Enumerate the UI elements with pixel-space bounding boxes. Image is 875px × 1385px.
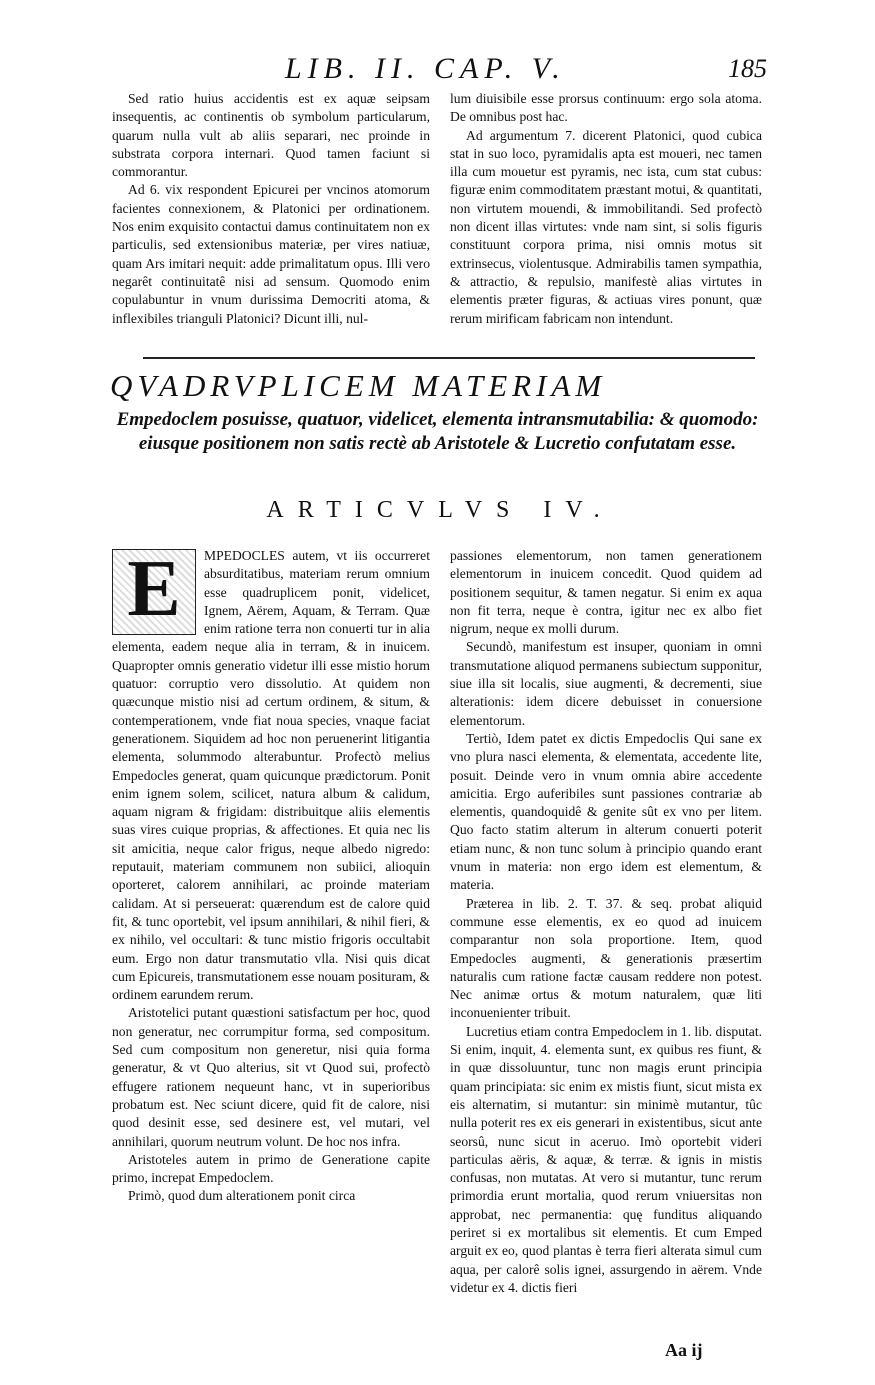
decorative-initial	[112, 545, 196, 635]
top-left-column	[112, 90, 430, 328]
article-heading: ARTICVLVS IV.	[266, 497, 614, 523]
paragraph: passiones elementorum, non tamen generationem elementorum in inuicem concedit. Quod quidem ad positionem sequitur, & tamen negatur. Si enim ex aqua non fit terra, neque è contra, igitur nec ex albo fiet nigrum, neque ex molli durum.	[450, 548, 762, 637]
bottom-left-column	[112, 547, 430, 1206]
paragraph: Lucretius etiam contra Empedoclem in 1. lib. disputat. Si enim, inquit, 4. elementa sunt, ex quibus res fiunt, & in quæ dissoluuntur, tunc non magis erunt principia quam principiata: sic enim ex mistis fiunt, sicut mista ex eis alternatim, si mutantur: sin minimè mutantur, tûc nulla poterit res ex eis generari in existentibus, sicut ante seorsû, nunc sicut in aceruo. Imò oportebit videri particulas aëris, & aquæ, & terræ. & ignis in mistis confusas, non mutatas. At vero si mutantur, tunc rerum primordia erunt mortalia, quod rerum vniuersitas non approbat, nec permanentia: quę funditus aliquando periret si ex mortalibus sit elementis. Et cum Emped arguit ex eo, quod plantas è terra fieri alterata simul cum aqua, per calorê solis ignei, assurgendo in aërem. Vnde videtur ex 4. dictis fieri	[450, 1023, 762, 1295]
paragraph: Secundò, manifestum est insuper, quoniam in omni transmutatione aliquod permanens subiectum supponitur, siue illa sit localis, siue augmenti, & decrementi, siue alterationis: idem dicere debuisset in conuersione elementorum.	[450, 639, 762, 728]
dropcap-letter: E	[127, 545, 181, 633]
section-divider	[143, 357, 755, 359]
paragraph: Ad 6. vix respondent Epicurei per vncinos atomorum facientes connexionem, & Platonici per ordinationem. Nos enim exquisito contactui damus continuitatem non ex particulis, sed extensionibus materiæ, per vires natiuæ, quam Ars imitari nequit: adde primalitatum opus. Illi vero negarêt continuitatê nisi ad sensum. Quomodo enim copulabuntur in vnum durissima Democriti atoma, & inflexibiles trianguli Platonici? Dicunt illi, nul-	[112, 182, 430, 326]
signature-mark: Aa ij	[665, 1340, 703, 1360]
paragraph: Primò, quod dum alterationem ponit circa	[128, 1188, 356, 1204]
section-subtitle: Empedoclem posuisse, quatuor, videlicet, elementa intransmutabilia: & quomodo: eiusque positionem non satis rectè ab Aristotele & Lucretio confutatam esse.	[116, 409, 759, 454]
paragraph: lum diuisibile esse prorsus continuum: ergo sola atoma. De omnibus post hac.	[450, 91, 762, 125]
paragraph: Aristotelici putant quæstioni satisfactum per hoc, quod non generatur, nec corrumpitur forma, sed compositum. Sed cum compositum non generetur, nisi quia forma generatur, & vt Quo alterius, sit vt Quod sui, profectò effugere rationem nequeunt hanc, vt in superioribus probatum est. Nec sciunt dicere, quid fit de calore, nisi quod desinit esse, sed desinere est, vel mutari, vel annihilari, quorum neutrum volunt. De hoc nos infra.	[112, 1005, 430, 1149]
paragraph: Tertiò, Idem patet ex dictis Empedoclis Qui sane ex vno plura nasci elementa, & elementata, accedente lite, posuit. Deinde vero in vnum omnia abire accedente amicitia. Ergo auferibiles sunt passiones contrariæ ab elementis, quandoquidê & genite sût ex vno per litem. Quo facto statim alterum in alterum conuerti poterit etiam nunc, & non tunc solum à principio quando erant vnum in materia: non ergo idem est elementum, & materia.	[450, 730, 762, 893]
paragraph: Præterea in lib. 2. T. 37. & seq. probat aliquid commune esse elementis, ex eo quod ad inuicem comparantur non sola proportione. Item, quod Empedocles augmenti, & generationis præsertim naturalis cum ratione factæ causam reddere non potest. Nec animæ ortus & motum naturalem, quæ liti inconuenienter tribuit.	[450, 895, 762, 1021]
paragraph: Aristoteles autem in primo de Generatione capite primo, increpat Empedoclem.	[112, 1151, 430, 1186]
running-title: LIB. II. CAP. V.	[285, 52, 566, 85]
paragraph: Ad argumentum 7. dicerent Platonici, quod cubica stat in suo loco, pyramidalis apta est moueri, nec tamen illa cum mouetur est pyramis, nec ista, cum stat cubus: figuræ enim commoditatem præstant motui, & quantitati, non virtutem mouendi, & immobilitandi. Sed profectò non dicent illas virtutes: vnde nam sint, si solis figuris constituunt corpora prima, nisi omnis motus sit extrinsecus, violentusque. Admirabilis tamen sympathia, & attractio, & repulsio, manifestè alias virtutes in elementis præter figuras, & actiuas vires ponunt, quæ rerum mirificam fabricam non intendunt.	[450, 127, 762, 326]
running-header	[0, 52, 875, 92]
paragraph: Sed ratio huius accidentis est ex aquæ seipsam insequentis, ac continentis ob symbolum particularum, quarum nulla vult ab aliis separari, nec proinde in substrata corpora internari. Quod tamen faciunt si commorantur.	[112, 91, 430, 180]
bottom-right-column	[450, 547, 762, 1297]
top-right-column	[450, 90, 762, 328]
paragraph-text: MPEDOCLES autem, vt iis occurreret absurditatibus, materiam rerum omnium esse quadruplicem ponit, videlicet, Ignem, Aërem, Aquam, & Terram. Quæ enim ratione terra non conuerti tur in alia elementa, eadem neque alia in terram, & in inuicem. Quapropter omnis generatio videtur illi esse mistio horum quatuor: corruptio vero dissolutio. At quidem non quæcunque mistio nisi ad certum ordinem, & situm, & contemperationem, vnde fiat noua species, vnaque faciat generationem. Siquidem ad hoc non peruenerint litigantia elementa, solummodo alterabuntur. Profectò melius Empedocles generat, quam quicunque prædictorum. Ponit enim ignem solem, scilicet, natura album & calidum, aquam nigram & frigidam: distribuitque aliis elementis suas vires cuique proprias, & affectiones. Et quia nec lis sit amicitia, neque calor frigus, neque albedo nigredo: reputauit, materiam communem non subiici, alioquin oporteret, calorem annihilari, ac proinde materiam calidam. At si perseuerat: quærendum est de calore quid fit, & tunc oportebit, vel ipsum annihilari, & nihil fieri, & ex nihilo, vel occultari: & tunc mistio frigoris occultabit eum. Ergo non datur transmutatio vlla. Nisi quis dicat cum Epicureis, transmutationem esse nouam posituram, & ordinem earundem rerum.	[112, 548, 430, 1003]
section-title: QVADRVPLICEM MATERIAM	[110, 368, 607, 403]
page-number: 185	[728, 54, 767, 83]
paragraph	[112, 547, 430, 1004]
